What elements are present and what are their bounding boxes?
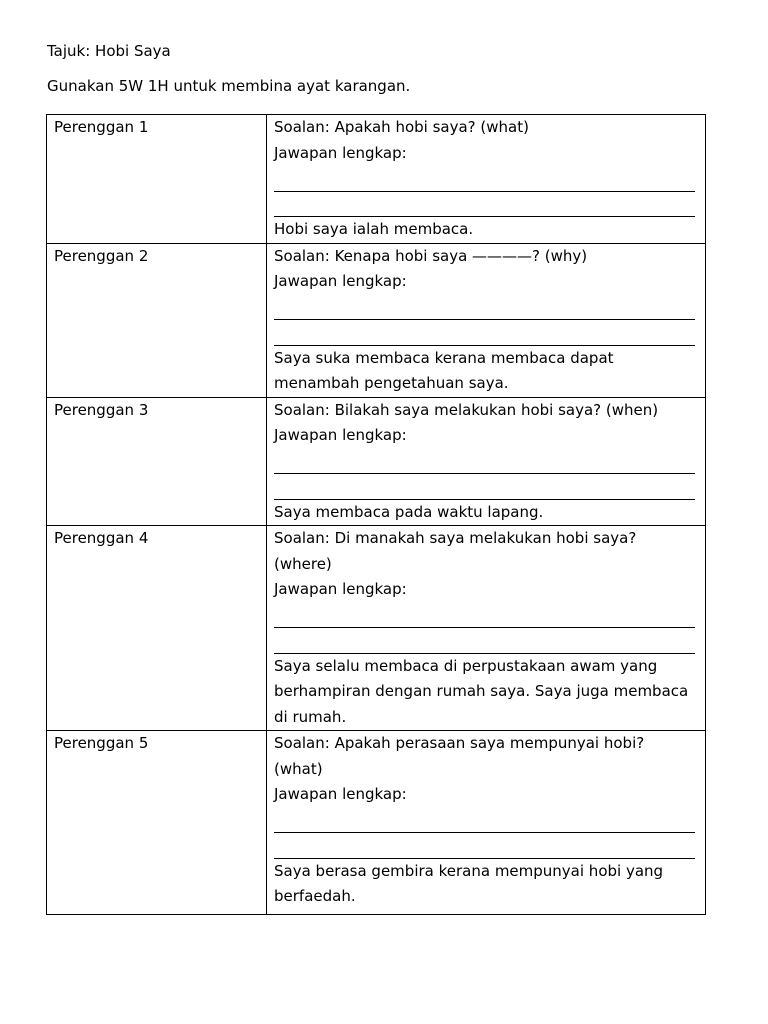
table-row (47, 397, 706, 526)
model-answer: Saya suka membaca kerana membaca dapat menambah pengetahuan saya. (274, 348, 614, 392)
answer-blank-line[interactable] (274, 295, 695, 321)
question-cell (267, 526, 706, 731)
question-text: Soalan: Kenapa hobi saya ————? (why) (274, 246, 588, 265)
table-row (47, 526, 706, 731)
answer-blank-line[interactable] (274, 166, 695, 192)
answer-label: Jawapan lengkap: (274, 426, 407, 444)
answer-label: Jawapan lengkap: (274, 143, 407, 162)
table-row (47, 731, 706, 915)
question-text: Soalan: Di manakah saya melakukan hobi saya? (where) (274, 529, 637, 573)
model-answer: Saya membaca pada waktu lapang. (274, 502, 544, 521)
table-row (47, 243, 706, 397)
model-answer: Saya berasa gembira kerana mempunyai hobi yang berfaedah. (274, 861, 664, 905)
question-cell (267, 731, 706, 915)
answer-label: Jawapan lengkap: (274, 580, 407, 598)
answer-blank-line[interactable] (274, 192, 695, 218)
worksheet-table (46, 114, 706, 915)
question-cell (267, 397, 706, 526)
question-text: Soalan: Apakah hobi saya? (what) (274, 118, 529, 136)
question-cell (267, 115, 706, 244)
answer-label: Jawapan lengkap: (274, 785, 407, 803)
paragraph-label: Perenggan 1 (47, 115, 267, 244)
answer-blank-line[interactable] (274, 628, 695, 654)
answer-blank-line[interactable] (274, 320, 695, 346)
paragraph-label: Perenggan 3 (47, 397, 267, 526)
question-text: Soalan: Bilakah saya melakukan hobi saya? (when) (274, 400, 659, 419)
paragraph-label: Perenggan 5 (47, 731, 267, 915)
answer-label: Jawapan lengkap: (274, 272, 407, 290)
question-cell (267, 243, 706, 397)
answer-blank-line[interactable] (274, 449, 695, 475)
answer-blank-line[interactable] (274, 833, 695, 859)
instruction-text: Gunakan 5W 1H untuk membina ayat karangan. (47, 77, 411, 95)
paragraph-label: Perenggan 2 (47, 243, 267, 397)
model-answer: Saya selalu membaca di perpustakaan awam yang berhampiran dengan rumah saya. Saya juga membaca di rumah. (274, 656, 689, 726)
model-answer: Hobi saya ialah membaca. (274, 220, 474, 238)
answer-blank-line[interactable] (274, 474, 695, 500)
question-text: Soalan: Apakah perasaan saya mempunyai hobi? (what) (274, 734, 645, 778)
answer-blank-line[interactable] (274, 603, 695, 629)
paragraph-label: Perenggan 4 (47, 526, 267, 731)
answer-blank-line[interactable] (274, 808, 695, 834)
table-row (47, 115, 706, 244)
page-title: Tajuk: Hobi Saya (47, 42, 171, 60)
